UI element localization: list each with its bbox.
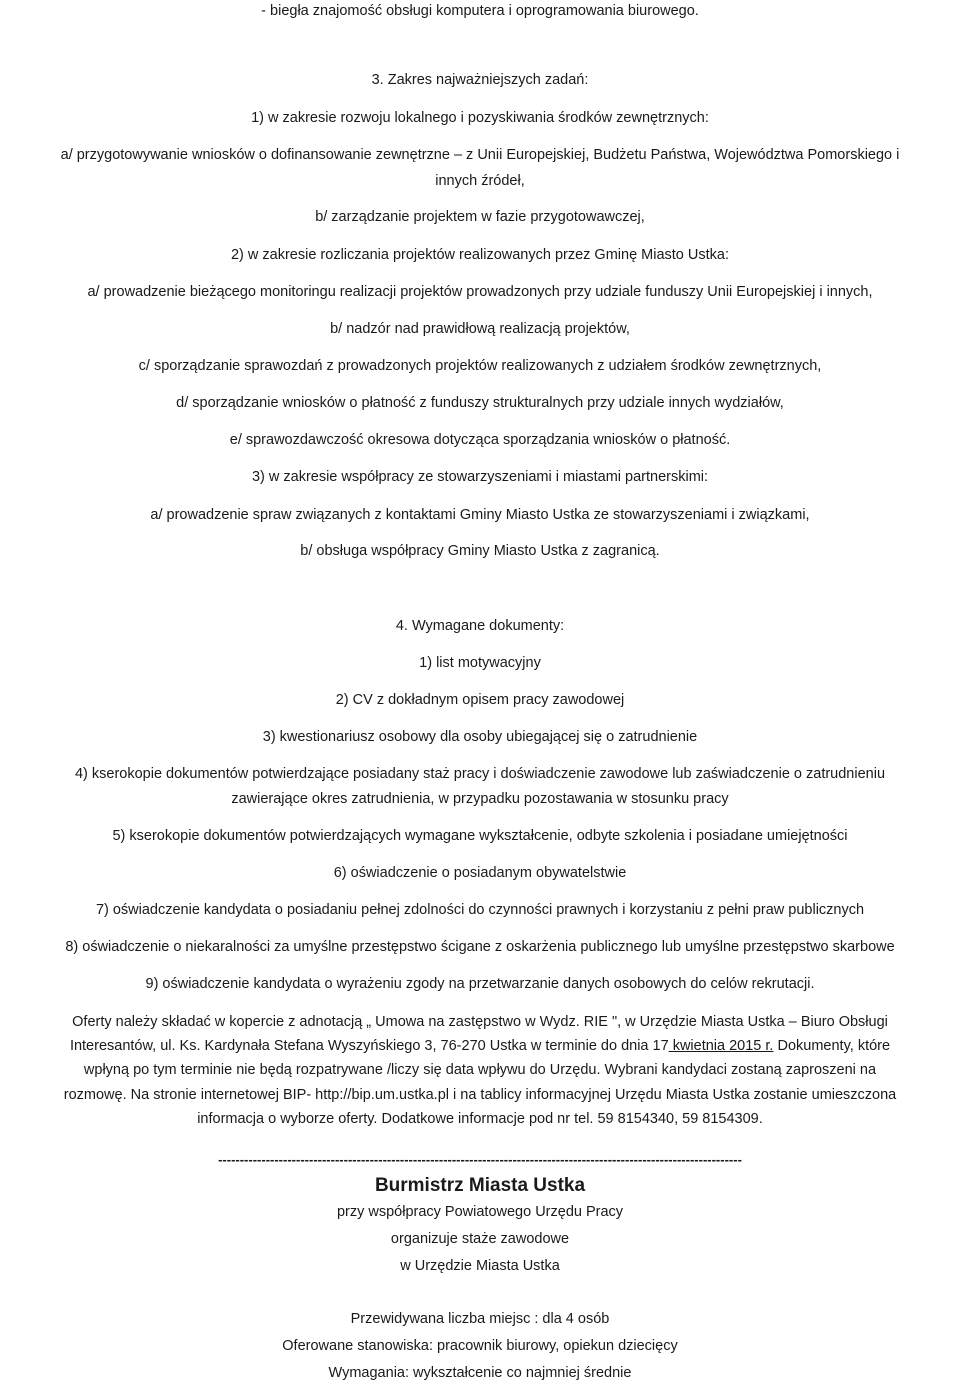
requirement-line: - biegła znajomość obsługi komputera i oprogramowania biurowego. bbox=[261, 3, 699, 19]
section-3-1-title: 1) w zakresie rozwoju lokalnego i pozyskiwania środków zewnętrznych: bbox=[251, 110, 709, 126]
offers-line5: informacja o wyborze oferty. Dodatkowe informacje pod nr tel. 59 8154340, 59 8154309. bbox=[197, 1111, 763, 1127]
section-3-2-title: 2) w zakresie rozliczania projektów realizowanych przez Gminę Miasto Ustka: bbox=[230, 247, 729, 263]
offers-line2-text: Interesantów, ul. Ks. Kardynała Stefana Wyszyńskiego 3, 76-270 Ustka w terminie do dnia 17 bbox=[69, 1038, 669, 1054]
section-3-2-e: e/ sprawozdawczość okresowa dotycząca sporządzania wniosków o płatność. bbox=[229, 432, 731, 448]
announcement-line4: Przewidywana liczba miejsc : dla 4 osób bbox=[350, 1311, 610, 1327]
section-3-1-a-line1: a/ przygotowywanie wniosków o dofinansowanie zewnętrzne – z Unii Europejskiej, Budżetu Państwa, Województwa Pomorskiego i bbox=[60, 147, 900, 163]
document-item-3: 3) kwestionariusz osobowy dla osoby ubiegającej się o zatrudnienie bbox=[262, 729, 698, 745]
section-3-1-b: b/ zarządzanie projektem w fazie przygotowawczej, bbox=[315, 209, 645, 225]
section-3-2-d: d/ sporządzanie wniosków o płatność z funduszy strukturalnych przy udziale innych wydziałów, bbox=[176, 395, 784, 411]
offers-line3: wpłyną po tym terminie nie będą rozpatrywane /liczy się data wpływu do Urzędu. Wybrani kandydaci zostaną zaproszeni na bbox=[83, 1062, 877, 1078]
document-item-9: 9) oświadczenie kandydata o wyrażeniu zgody na przetwarzanie danych osobowych do celów rekrutacji. bbox=[145, 976, 815, 992]
announcement-line3: w Urzędzie Miasta Ustka bbox=[400, 1258, 560, 1274]
announcement-line2: organizuje staże zawodowe bbox=[390, 1231, 570, 1247]
document-item-7: 7) oświadczenie kandydata o posiadaniu pełnej zdolności do czynności prawnych i korzystaniu z pełni praw publicznych bbox=[95, 902, 865, 918]
announcement-line6: Wymagania: wykształcenie co najmniej średnie bbox=[328, 1365, 632, 1381]
announcement-heading: Burmistrz Miasta Ustka bbox=[374, 1175, 586, 1196]
document-item-4-line1: 4) kserokopie dokumentów potwierdzające posiadany staż pracy i doświadczenie zawodowe lub zaświadczenie o zatrudnieniu bbox=[74, 766, 886, 782]
document-item-2: 2) CV z dokładnym opisem pracy zawodowej bbox=[335, 692, 625, 708]
document-item-6: 6) oświadczenie o posiadanym obywatelstwie bbox=[333, 865, 627, 881]
offers-line2-tail: Dokumenty, które bbox=[773, 1038, 891, 1054]
section-separator: ------------------------------------------------------------------------------------------------------------------------- bbox=[218, 1152, 742, 1167]
announcement-line1: przy współpracy Powiatowego Urzędu Pracy bbox=[336, 1204, 624, 1220]
section-3-title: 3. Zakres najważniejszych zadań: bbox=[371, 72, 589, 88]
section-3-1-a-line2: innych źródeł, bbox=[435, 173, 525, 189]
offers-line1: Oferty należy składać w kopercie z adnotacją „ Umowa na zastępstwo w Wydz. RIE ", w Urzędzie Miasta Ustka – Biuro Obsługi bbox=[72, 1014, 888, 1030]
section-3-3-b: b/ obsługa współpracy Gminy Miasto Ustka z zagranicą. bbox=[300, 543, 660, 559]
announcement-line5: Oferowane stanowiska: pracownik biurowy, opiekun dziecięcy bbox=[282, 1338, 678, 1354]
section-3-3-a: a/ prowadzenie spraw związanych z kontaktami Gminy Miasto Ustka ze stowarzyszeniami i związkami, bbox=[150, 507, 810, 523]
deadline-date: kwietnia 2015 r. bbox=[668, 1038, 774, 1054]
document-item-8: 8) oświadczenie o niekaralności za umyślne przestępstwo ścigane z oskarżenia publicznego lub umyślne przestępstwo skarbowe bbox=[65, 939, 895, 955]
section-3-2-a: a/ prowadzenie bieżącego monitoringu realizacji projektów prowadzonych przy udziale funduszy Unii Europejskiej i innych, bbox=[87, 284, 873, 300]
section-3-3-title: 3) w zakresie współpracy ze stowarzyszeniami i miastami partnerskimi: bbox=[251, 469, 709, 485]
document-item-1: 1) list motywacyjny bbox=[419, 655, 541, 671]
section-3-2-b: b/ nadzór nad prawidłową realizacją projektów, bbox=[330, 321, 630, 337]
offers-line4: rozmowę. Na stronie internetowej BIP- http://bip.um.ustka.pl i na tablicy informacyjnej Urzędu Miasta Ustka zostanie umieszczona bbox=[63, 1087, 897, 1103]
section-3-2-c: c/ sporządzanie sprawozdań z prowadzonych projektów realizowanych z udziałem środków zewnętrznych, bbox=[138, 358, 822, 374]
offers-line2 bbox=[0, 1034, 960, 1059]
document-item-4-line2: zawierające okres zatrudnienia, w przypadku pozostawania w stosunku pracy bbox=[231, 791, 729, 807]
section-4-title: 4. Wymagane dokumenty: bbox=[395, 618, 565, 634]
document-item-5: 5) kserokopie dokumentów potwierdzających wymagane wykształcenie, odbyte szkolenia i posiadane umiejętności bbox=[112, 828, 848, 844]
